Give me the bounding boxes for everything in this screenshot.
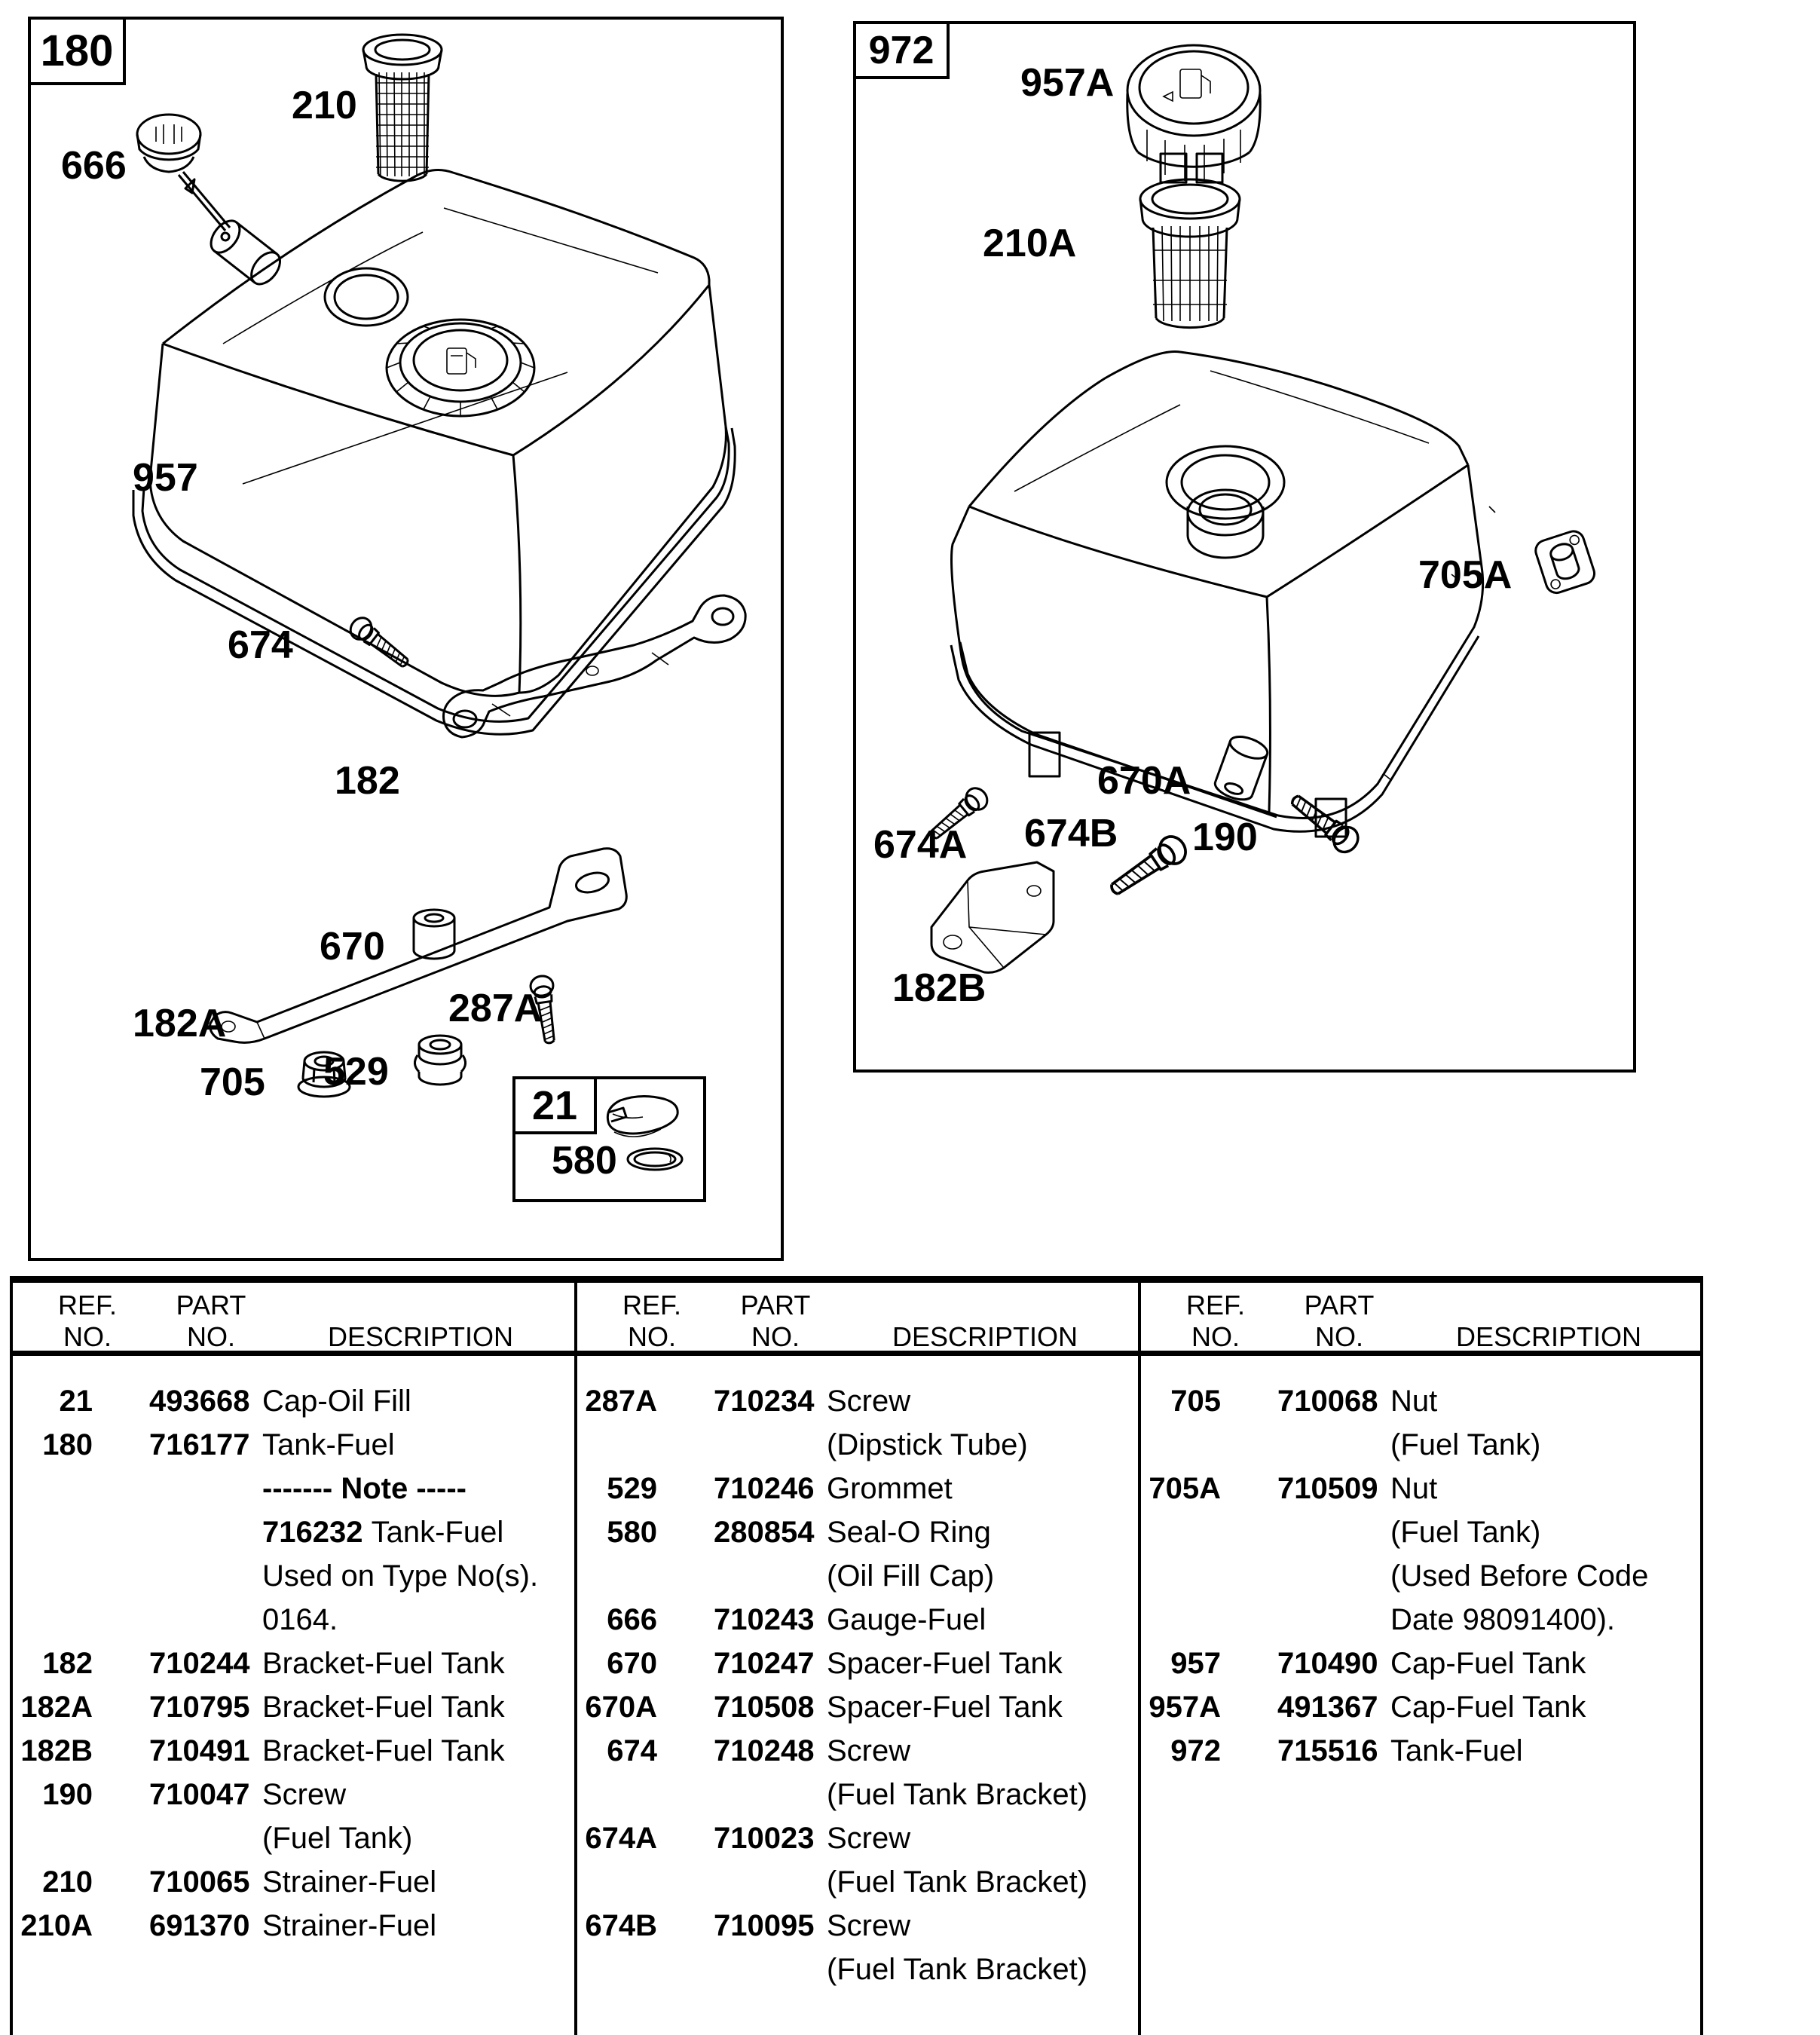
part-no-cell <box>1277 1510 1383 1554</box>
part-label-674: 674 <box>228 623 293 667</box>
description-cell: Nut <box>1390 1472 1438 1505</box>
table-header-rule <box>10 1351 1703 1356</box>
table-top-rule <box>10 1276 1703 1283</box>
part-label-957: 957 <box>133 456 198 500</box>
part-no-cell: 710795 <box>149 1691 250 1724</box>
inline-part-no: 716232 <box>262 1516 372 1549</box>
description-cell: Cap-Fuel Tank <box>1390 1647 1586 1680</box>
description-cell: (Fuel Tank Bracket) <box>827 1778 1088 1811</box>
part-no-cell: 710065 <box>149 1865 250 1899</box>
table-row <box>1138 1598 1699 1642</box>
table-row <box>574 1729 1135 1773</box>
ref-no-cell <box>574 1948 657 1991</box>
table-column-3 <box>1138 1379 1699 1773</box>
description-cell: (Fuel Tank) <box>1390 1516 1541 1549</box>
header-part: PART <box>176 1290 246 1320</box>
fuel-strainer-210-drawing <box>363 35 442 181</box>
table-column-2 <box>574 1379 1135 1991</box>
parts-table <box>10 1276 1703 2035</box>
part-no-cell <box>1277 1598 1383 1642</box>
table-row <box>574 1642 1135 1685</box>
part-label-190: 190 <box>1192 816 1258 859</box>
part-no-cell <box>149 1816 255 1860</box>
ref-no-cell <box>10 1467 93 1510</box>
ref-no-cell <box>10 1554 93 1598</box>
part-label-182B: 182B <box>892 966 986 1010</box>
part-no-cell: 710244 <box>149 1647 250 1680</box>
ref-no-cell: 674A <box>585 1822 657 1855</box>
ref-no-cell: 287A <box>585 1385 657 1418</box>
part-label-210A: 210A <box>983 222 1077 265</box>
ref-no-cell: 670 <box>607 1647 657 1680</box>
part-no-cell <box>149 1467 255 1510</box>
ref-no-cell <box>574 1423 657 1467</box>
part-no-cell <box>149 1554 255 1598</box>
header-ref-no: NO. <box>627 1321 676 1352</box>
table-row <box>574 1554 1135 1598</box>
part-no-cell <box>714 1773 819 1816</box>
ref-no-cell: 182A <box>20 1691 93 1724</box>
description-cell: (Fuel Tank) <box>262 1822 413 1855</box>
part-no-cell <box>714 1860 819 1904</box>
part-label-182A: 182A <box>133 1002 227 1045</box>
ref-no-cell <box>1138 1423 1221 1467</box>
part-no-cell: 493668 <box>149 1385 250 1418</box>
ref-no-cell <box>1138 1554 1221 1598</box>
header-part: PART <box>740 1290 811 1320</box>
table-row <box>10 1860 570 1904</box>
description-cell: Used on Type No(s). <box>262 1559 539 1593</box>
fuel-tank-180-drawing <box>133 170 735 734</box>
ref-no-cell: 674 <box>607 1734 657 1767</box>
table-row <box>10 1685 570 1729</box>
ref-no-cell: 182 <box>42 1647 93 1680</box>
part-label-670A: 670A <box>1097 759 1191 803</box>
table-row <box>10 1773 570 1816</box>
description-cell: Strainer-Fuel <box>262 1909 437 1942</box>
table-row <box>1138 1729 1699 1773</box>
ref-no-cell: 705A <box>1149 1472 1221 1505</box>
header-ref-no: NO. <box>1191 1321 1240 1352</box>
part-label-705: 705 <box>200 1060 265 1104</box>
ref-no-cell: 705 <box>1170 1385 1221 1418</box>
part-no-cell: 715516 <box>1277 1734 1378 1767</box>
part-label-529: 529 <box>323 1050 389 1094</box>
part-no-cell: 716177 <box>149 1428 250 1461</box>
part-label-674A: 674A <box>873 823 968 867</box>
part-no-cell: 710068 <box>1277 1385 1378 1418</box>
nut-705A-drawing <box>1533 528 1597 595</box>
table-header-col1 <box>10 1287 567 1351</box>
description-cell: Tank-Fuel <box>262 1428 395 1461</box>
ref-no-cell: 957 <box>1170 1647 1221 1680</box>
part-no-cell: 280854 <box>714 1516 815 1549</box>
header-part-no: NO. <box>186 1321 235 1352</box>
description-cell: ------- Note ----- <box>262 1472 466 1505</box>
description-cell: Nut <box>1390 1385 1438 1418</box>
table-row <box>574 1685 1135 1729</box>
description-cell: (Used Before Code <box>1390 1559 1649 1593</box>
table-row <box>1138 1554 1699 1598</box>
ref-no-cell <box>1138 1510 1221 1554</box>
part-label-957A: 957A <box>1020 61 1115 105</box>
description-cell: Bracket-Fuel Tank <box>262 1647 505 1680</box>
description-cell: Grommet <box>827 1472 953 1505</box>
part-no-cell: 691370 <box>149 1909 250 1942</box>
table-row <box>574 1860 1135 1904</box>
ref-no-cell <box>10 1816 93 1860</box>
description-cell: Seal-O Ring <box>827 1516 991 1549</box>
table-row <box>10 1598 570 1642</box>
part-label-666: 666 <box>61 144 127 188</box>
table-row <box>10 1816 570 1860</box>
header-description: DESCRIPTION <box>1456 1321 1642 1352</box>
table-row <box>574 1510 1135 1554</box>
ref-no-cell: 674B <box>585 1909 657 1942</box>
part-no-cell <box>1277 1423 1383 1467</box>
ref-no-cell <box>574 1554 657 1598</box>
inset-box-21-label: 21 <box>512 1076 597 1134</box>
description-cell: (Fuel Tank) <box>1390 1428 1541 1461</box>
table-row <box>574 1467 1135 1510</box>
part-no-cell: 491367 <box>1277 1691 1378 1724</box>
ref-no-cell <box>1138 1598 1221 1642</box>
table-row <box>574 1773 1135 1816</box>
part-no-cell <box>714 1948 819 1991</box>
table-row <box>574 1379 1135 1423</box>
ref-no-cell: 182B <box>20 1734 93 1767</box>
part-no-cell: 710047 <box>149 1778 250 1811</box>
description-cell: (Fuel Tank Bracket) <box>827 1865 1088 1899</box>
header-description: DESCRIPTION <box>328 1321 514 1352</box>
part-no-cell: 710509 <box>1277 1472 1378 1505</box>
table-row <box>1138 1467 1699 1510</box>
diagram-box-972 <box>853 21 1636 1073</box>
bracket-182-drawing <box>444 595 746 737</box>
ref-no-cell: 666 <box>607 1603 657 1636</box>
part-no-cell: 710508 <box>714 1691 815 1724</box>
part-no-cell: 710234 <box>714 1385 815 1418</box>
table-row <box>10 1642 570 1685</box>
header-ref: REF. <box>57 1290 117 1320</box>
part-label-182: 182 <box>335 759 400 803</box>
table-row <box>574 1948 1135 1991</box>
ref-no-cell: 670A <box>585 1691 657 1724</box>
table-row <box>1138 1685 1699 1729</box>
description-cell: Bracket-Fuel Tank <box>262 1734 505 1767</box>
description-cell: Screw <box>827 1909 911 1942</box>
description-cell: (Oil Fill Cap) <box>827 1559 995 1593</box>
table-row <box>1138 1423 1699 1467</box>
part-no-cell: 710248 <box>714 1734 815 1767</box>
part-no-cell: 710023 <box>714 1822 815 1855</box>
description-cell: Screw <box>827 1822 911 1855</box>
description-cell: Cap-Fuel Tank <box>1390 1691 1586 1724</box>
ref-no-cell: 580 <box>607 1516 657 1549</box>
part-no-cell: 710095 <box>714 1909 815 1942</box>
header-part-no: NO. <box>751 1321 800 1352</box>
ref-no-cell: 21 <box>59 1385 93 1418</box>
part-no-cell: 710246 <box>714 1472 815 1505</box>
description-cell: Spacer-Fuel Tank <box>827 1691 1063 1724</box>
table-row <box>10 1467 570 1510</box>
table-row <box>10 1379 570 1423</box>
ref-no-cell: 529 <box>607 1472 657 1505</box>
part-no-cell: 710243 <box>714 1603 815 1636</box>
header-ref: REF. <box>1185 1290 1245 1320</box>
description-cell: Tank-Fuel <box>1390 1734 1523 1767</box>
table-row <box>10 1729 570 1773</box>
description-cell: Date 98091400). <box>1390 1603 1616 1636</box>
part-label-210: 210 <box>292 84 357 127</box>
description-cell: (Dipstick Tube) <box>827 1428 1028 1461</box>
table-row <box>10 1904 570 1948</box>
table-row <box>1138 1379 1699 1423</box>
table-row <box>574 1423 1135 1467</box>
header-description: DESCRIPTION <box>892 1321 1078 1352</box>
fuel-gauge-666-drawing <box>137 115 286 289</box>
part-no-cell <box>1277 1554 1383 1598</box>
table-column-1 <box>10 1379 570 1948</box>
diagram-box-180 <box>28 17 784 1261</box>
ref-no-cell: 972 <box>1170 1734 1221 1767</box>
diagram-box-972-label: 972 <box>853 21 950 79</box>
part-no-cell <box>714 1554 819 1598</box>
table-row <box>574 1598 1135 1642</box>
diagram-box-180-label: 180 <box>28 17 126 85</box>
part-label-287A: 287A <box>448 987 543 1030</box>
part-no-cell: 710490 <box>1277 1647 1378 1680</box>
grommet-529-drawing <box>414 1036 465 1085</box>
description-cell: 716232 Tank-Fuel <box>262 1516 504 1549</box>
fuel-cap-957-drawing <box>387 320 534 416</box>
table-row <box>1138 1642 1699 1685</box>
bracket-182A-drawing <box>210 849 627 1043</box>
header-ref: REF. <box>622 1290 681 1320</box>
table-row <box>1138 1510 1699 1554</box>
table-row <box>10 1554 570 1598</box>
part-label-670: 670 <box>320 925 385 969</box>
part-label-580: 580 <box>552 1139 617 1183</box>
header-part: PART <box>1304 1290 1375 1320</box>
part-no-cell <box>714 1423 819 1467</box>
part-no-cell <box>149 1598 255 1642</box>
spacer-670-drawing <box>414 910 454 959</box>
description-cell: Spacer-Fuel Tank <box>827 1647 1063 1680</box>
part-label-705A: 705A <box>1418 553 1513 597</box>
header-ref-no: NO. <box>63 1321 112 1352</box>
spacer-670A-drawing <box>1213 733 1271 804</box>
filler-neck-drawing <box>1167 446 1284 558</box>
ref-no-cell: 210A <box>20 1909 93 1942</box>
filler-opening-ring-drawing <box>325 268 408 326</box>
table-row <box>574 1904 1135 1948</box>
diagram-972-drawing <box>856 24 1633 1070</box>
description-cell: Gauge-Fuel <box>827 1603 986 1636</box>
table-row <box>10 1423 570 1467</box>
part-no-cell: 710491 <box>149 1734 250 1767</box>
description-cell: Cap-Oil Fill <box>262 1385 411 1418</box>
part-label-674B: 674B <box>1024 812 1118 855</box>
description-cell: Screw <box>262 1778 347 1811</box>
ref-no-cell <box>10 1598 93 1642</box>
ref-no-cell <box>10 1510 93 1554</box>
ref-no-cell: 180 <box>42 1428 93 1461</box>
table-border-right <box>1700 1276 1703 2035</box>
inset-box-21 <box>512 1076 706 1202</box>
fuel-cap-957A-drawing <box>1127 45 1260 182</box>
table-row <box>574 1816 1135 1860</box>
description-cell: Bracket-Fuel Tank <box>262 1691 505 1724</box>
table-header-col2 <box>574 1287 1132 1351</box>
table-header-col3 <box>1138 1287 1696 1351</box>
fuel-strainer-210A-drawing <box>1140 179 1240 328</box>
part-no-cell: 710247 <box>714 1647 815 1680</box>
description-cell: Screw <box>827 1734 911 1767</box>
ref-no-cell <box>574 1773 657 1816</box>
ref-no-cell: 957A <box>1149 1691 1221 1724</box>
header-part-no: NO. <box>1314 1321 1363 1352</box>
ref-no-cell: 210 <box>42 1865 93 1899</box>
part-no-cell <box>149 1510 255 1554</box>
ref-no-cell: 190 <box>42 1778 93 1811</box>
ref-no-cell <box>574 1860 657 1904</box>
description-cell: Screw <box>827 1385 911 1418</box>
description-cell: Strainer-Fuel <box>262 1865 437 1899</box>
description-cell: 0164. <box>262 1603 338 1636</box>
bracket-182B-drawing <box>931 862 1054 972</box>
diagram-180-drawing <box>31 20 781 1258</box>
table-row <box>10 1510 570 1554</box>
description-cell: (Fuel Tank Bracket) <box>827 1953 1088 1986</box>
